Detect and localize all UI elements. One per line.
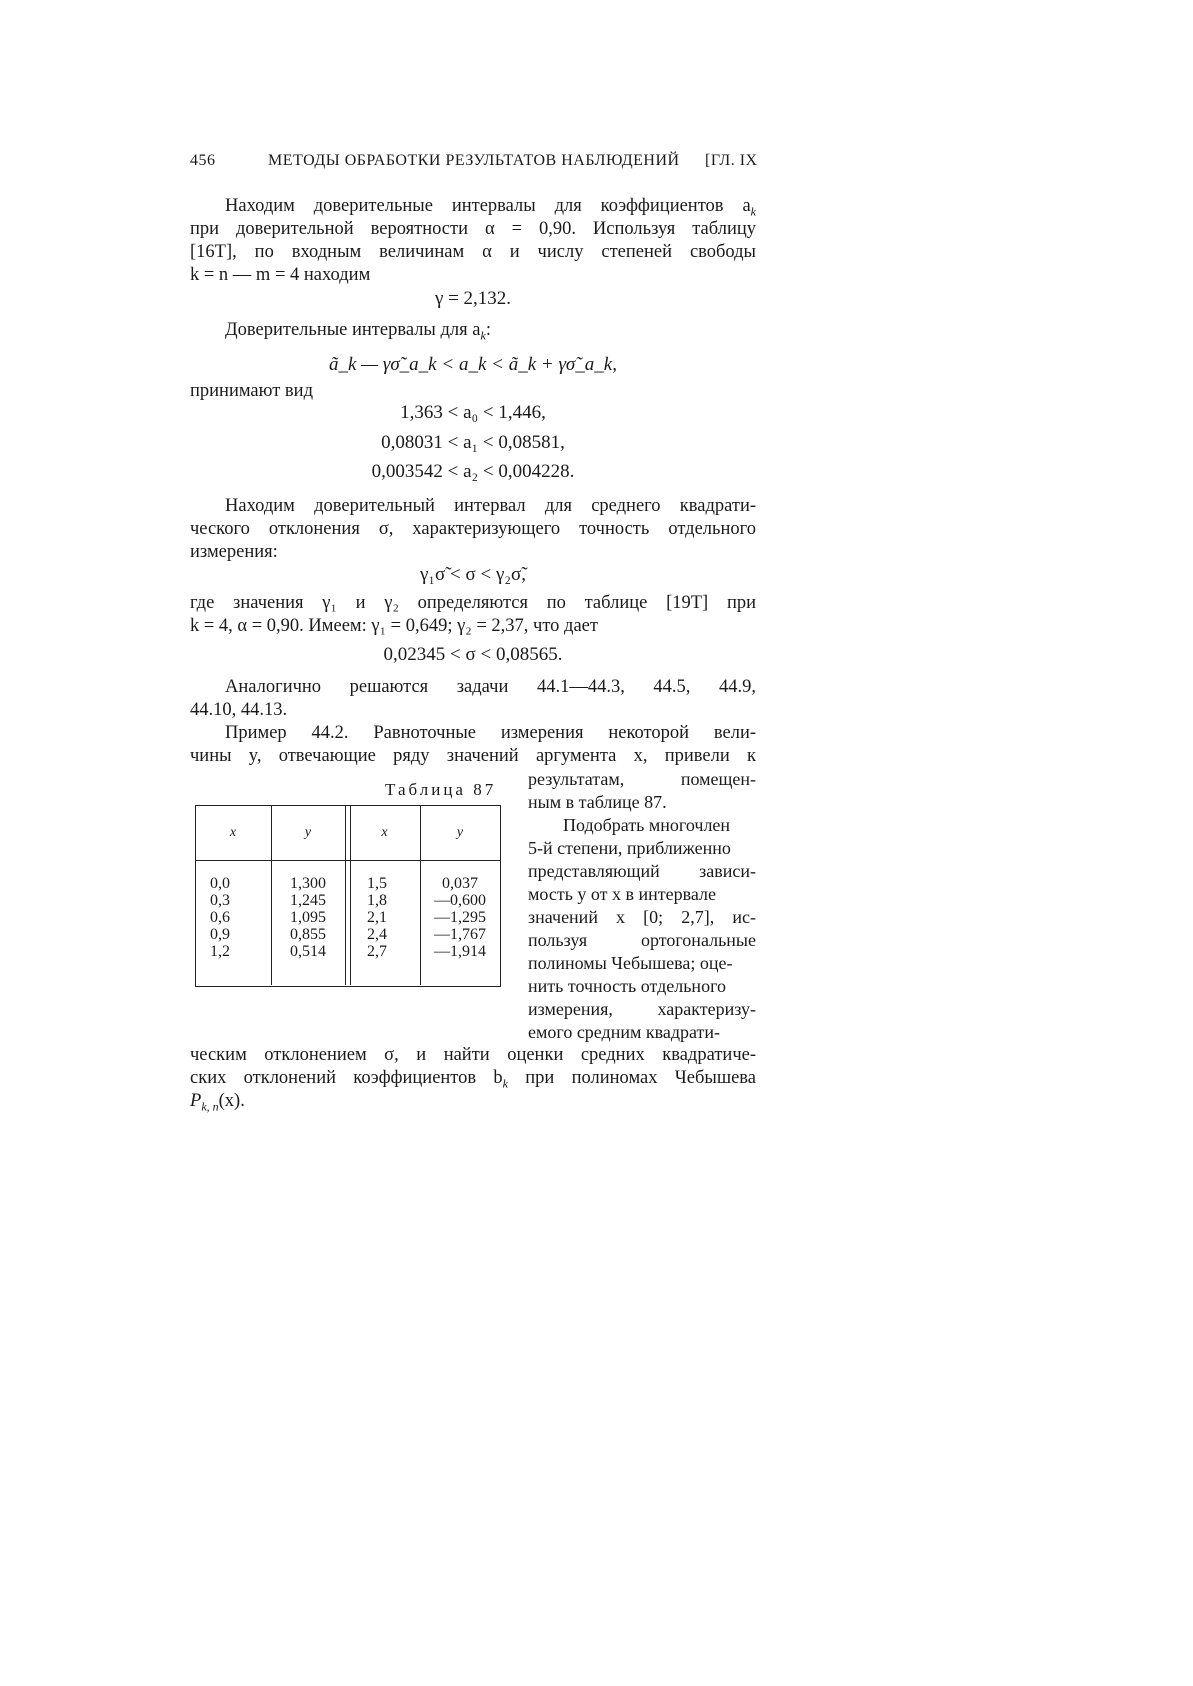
- equation-interval-general: ã_k — γσ̃_a_k < a_k < ã_k + γσ̃_a_k,: [329, 354, 617, 375]
- example-line3: ческим отклонением σ, и найти оценки средних квадратиче-: [190, 1045, 756, 1065]
- table-cell: 1,095: [290, 909, 326, 926]
- table-header-x2: x: [381, 825, 388, 840]
- equation-a1: 0,08031 < a₁ < 0,08581,: [381, 432, 565, 453]
- table-header-x1: x: [229, 825, 237, 840]
- table-cell: 0,0: [210, 875, 230, 892]
- table-header-rule: [195, 860, 501, 861]
- table-cell: 0,3: [210, 892, 230, 909]
- example-right8: пользуя ортогональные: [528, 930, 756, 950]
- equation-sigma-general: γ₁σ̃ < σ < γ₂σ̃,: [420, 564, 526, 585]
- example-right3: Подобрать многочлен: [563, 815, 731, 835]
- data-table: [195, 805, 501, 987]
- example-right12: емого средним квадрати-: [528, 1022, 721, 1042]
- example-right5: представляющий зависи-: [528, 861, 756, 881]
- example-right2: ным в таблице 87.: [528, 792, 667, 812]
- table-cell: 0,514: [290, 943, 326, 960]
- equation-a0: 1,363 < a₀ < 1,446,: [400, 402, 546, 423]
- example-right4: 5-й степени, приближенно: [528, 838, 731, 858]
- para1-line3: [16Т], по входным величинам α и числу степеней свободы: [190, 242, 756, 262]
- equation-a2: 0,003542 < a₂ < 0,004228.: [371, 461, 575, 482]
- chapter-label: [ГЛ. IX: [705, 152, 758, 169]
- table-header-y1: y: [304, 825, 312, 840]
- table-cell: 1,8: [367, 892, 387, 909]
- table-cell: 0,855: [290, 926, 326, 943]
- para4-line2: ческого отклонения σ, характеризующего точность отдельного: [190, 519, 756, 539]
- table-cell: 2,1: [367, 909, 387, 926]
- table-cell: 1,300: [290, 875, 326, 892]
- para1-line4: k = n — m = 4 находим: [190, 265, 371, 285]
- table-cell: —0,600: [434, 892, 486, 909]
- para1-line1: Находим доверительные интервалы для коэффициентов $a_k$: [225, 196, 756, 219]
- table-cell: 1,5: [367, 875, 387, 892]
- example-right11: измерения, характеризу-: [528, 999, 756, 1019]
- table-cell: 0,037: [442, 875, 478, 892]
- para6-line2: 44.10, 44.13.: [190, 700, 288, 720]
- para1-line2: при доверительной вероятности α = 0,90. Используя таблицу: [190, 219, 756, 239]
- equation-gamma: γ = 2,132.: [434, 288, 512, 309]
- example-line1: Пример 44.2. Равноточные измерения некоторой вели-: [225, 723, 756, 743]
- para4-line1: Находим доверительный интервал для среднего квадрати-: [225, 496, 756, 516]
- example-right10: нить точность отдельного: [528, 976, 726, 996]
- table-cell: 1,245: [290, 892, 326, 909]
- table-column-y2: [420, 875, 500, 960]
- table-cell: —1,767: [434, 926, 486, 943]
- table-column-x1: [195, 875, 245, 960]
- para3: принимают вид: [190, 381, 313, 401]
- equation-sigma: 0,02345 < σ < 0,08565.: [383, 644, 563, 665]
- para5-line1: где значения γ₁ и γ₂ определяются по таблице [19Т] при: [190, 593, 756, 613]
- table-column-y1: [271, 875, 345, 960]
- running-title: МЕТОДЫ ОБРАБОТКИ РЕЗУЛЬТАТОВ НАБЛЮДЕНИЙ: [268, 152, 680, 169]
- example-right9: полиномы Чебышева; оце-: [528, 953, 733, 973]
- table-cell: —1,914: [434, 943, 486, 960]
- table-cell: —1,295: [434, 909, 486, 926]
- table-cell: 2,7: [367, 943, 387, 960]
- table-cell: 1,2: [210, 943, 230, 960]
- example-line5: $P_{k, n}(x)$.: [190, 1091, 245, 1114]
- table-caption: Таблица 87: [385, 780, 497, 799]
- example-line2: чины y, отвечающие ряду значений аргумента x, привели к: [190, 746, 756, 766]
- table-column-x2: [349, 875, 405, 960]
- para2: Доверительные интервалы для $a_k$:: [225, 320, 491, 343]
- page-number: 456: [190, 152, 216, 169]
- para5-line2: k = 4, α = 0,90. Имеем: γ₁ = 0,649; γ₂ = 2,37, что дает: [190, 616, 598, 636]
- table-cell: 0,9: [210, 926, 230, 943]
- table-cell: 0,6: [210, 909, 230, 926]
- example-right7: значений x [0; 2,7], ис-: [528, 907, 756, 927]
- example-right1: результатам, помещен-: [528, 769, 756, 789]
- para4-line3: измерения:: [190, 542, 278, 562]
- para6-line1: Аналогично решаются задачи 44.1—44.3, 44.5, 44.9,: [225, 677, 756, 697]
- table-cell: 2,4: [367, 926, 387, 943]
- example-line4: ских отклонений коэффициентов $b_k$ при полиномах Чебышева: [190, 1068, 756, 1091]
- table-header-y2: y: [456, 825, 464, 840]
- example-right6: мость y от x в интервале: [528, 884, 717, 904]
